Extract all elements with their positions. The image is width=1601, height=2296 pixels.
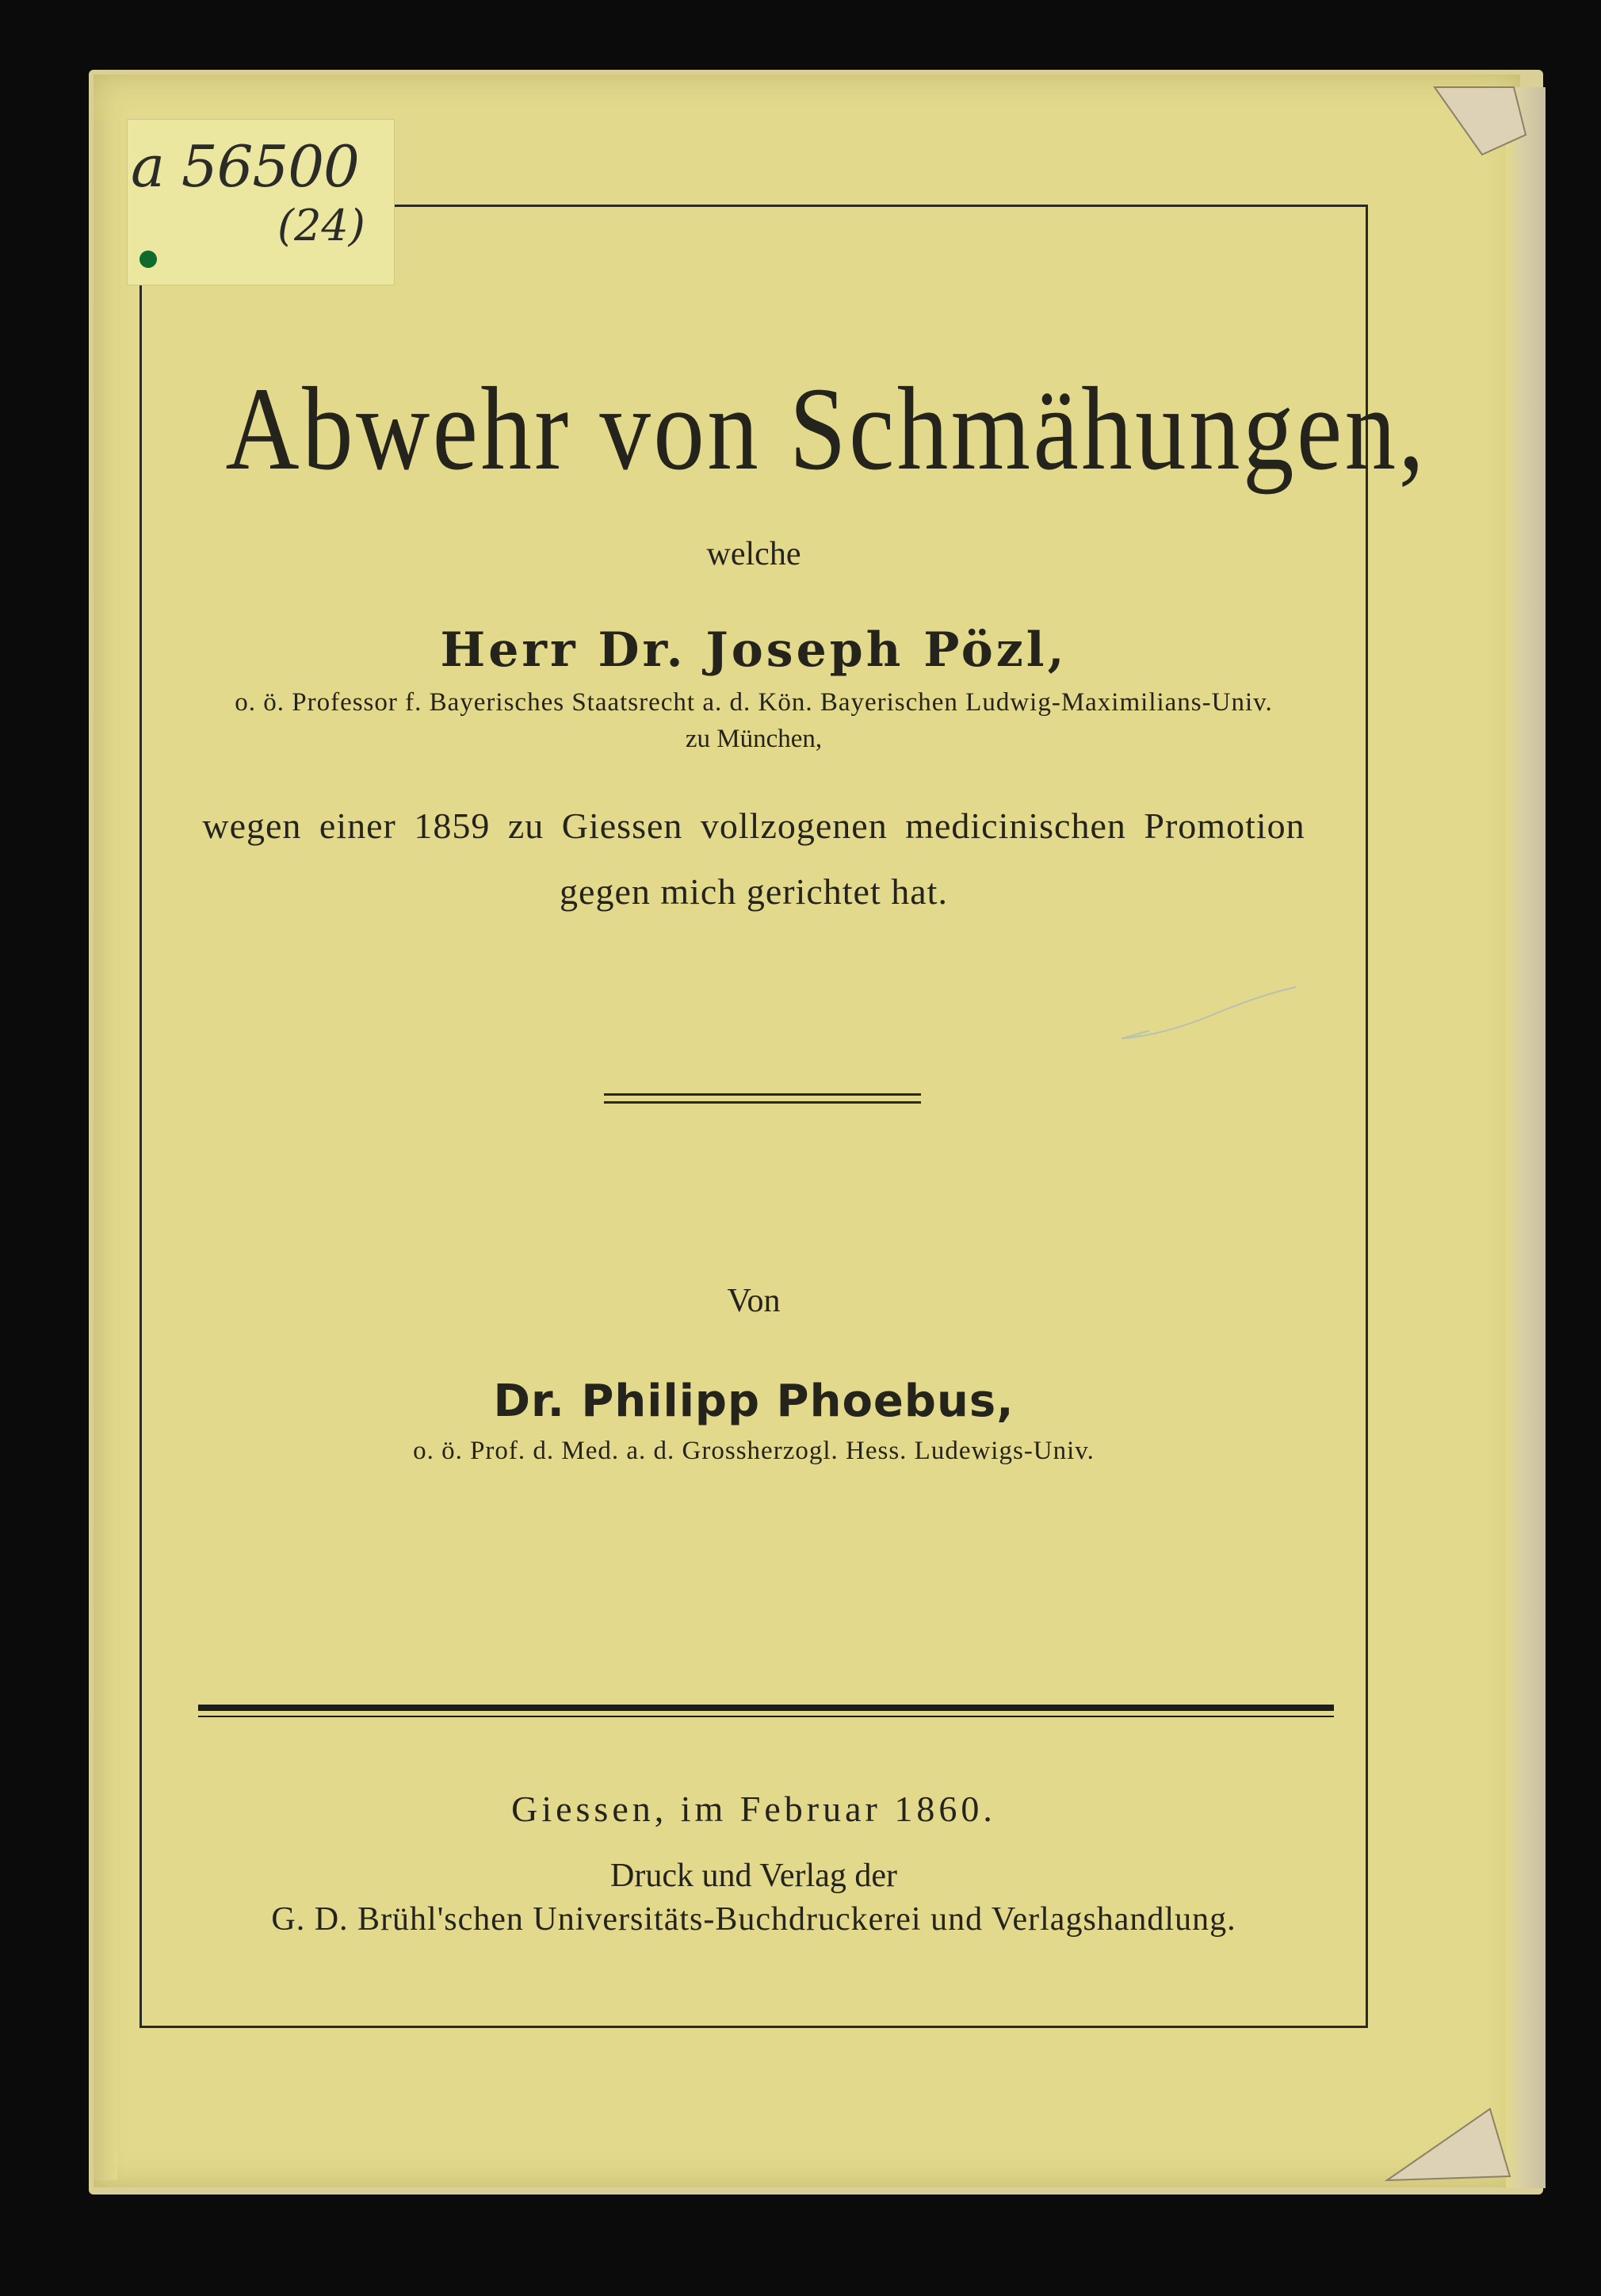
book-title: Abwehr von Schmähungen, — [225, 363, 1427, 495]
place-date: Giessen, im Februar 1860. — [511, 1789, 996, 1829]
author-name: Dr. Philipp Phoebus, — [493, 1376, 1014, 1427]
addressee-affiliation: o. ö. Professor f. Bayerisches Staatsrecht a. d. Kön. Bayerischen Ludwig-Maximilians-Univ. — [235, 688, 1273, 717]
welche-text: welche — [706, 536, 801, 572]
page-edge-left — [94, 119, 117, 2180]
volume-number: (24) — [277, 201, 365, 251]
subject-line-2: gegen mich gerichtet hat. — [560, 871, 948, 912]
thin-rule — [198, 1716, 1334, 1717]
printer-firm: G. D. Brühl'schen Universitäts-Buchdruckerei und Verlagshandlung. — [271, 1901, 1236, 1938]
subject-line-1: wegen einer 1859 zu Giessen vollzogenen medicinischen Promotion — [202, 806, 1305, 846]
double-rule-top — [604, 1093, 921, 1096]
author-affiliation: o. ö. Prof. d. Med. a. d. Grossherzogl. Hess. Ludewigs-Univ. — [413, 1437, 1095, 1465]
thick-rule — [198, 1705, 1334, 1711]
green-dot-marker — [139, 251, 157, 268]
von-text: Von — [727, 1283, 781, 1319]
pencil-mark — [1118, 983, 1300, 1047]
addressee-name: Herr Dr. Joseph Pözl, — [440, 622, 1068, 678]
printer-line: Druck und Verlag der — [610, 1858, 897, 1894]
corner-fold-top-right — [1427, 79, 1530, 166]
page-edge-right — [1506, 87, 1546, 2188]
addressee-city: zu München, — [685, 725, 823, 753]
corner-fold-bottom-right — [1371, 2101, 1514, 2188]
double-rule-bottom — [604, 1101, 921, 1104]
shelf-mark: a 56500 — [131, 133, 359, 200]
